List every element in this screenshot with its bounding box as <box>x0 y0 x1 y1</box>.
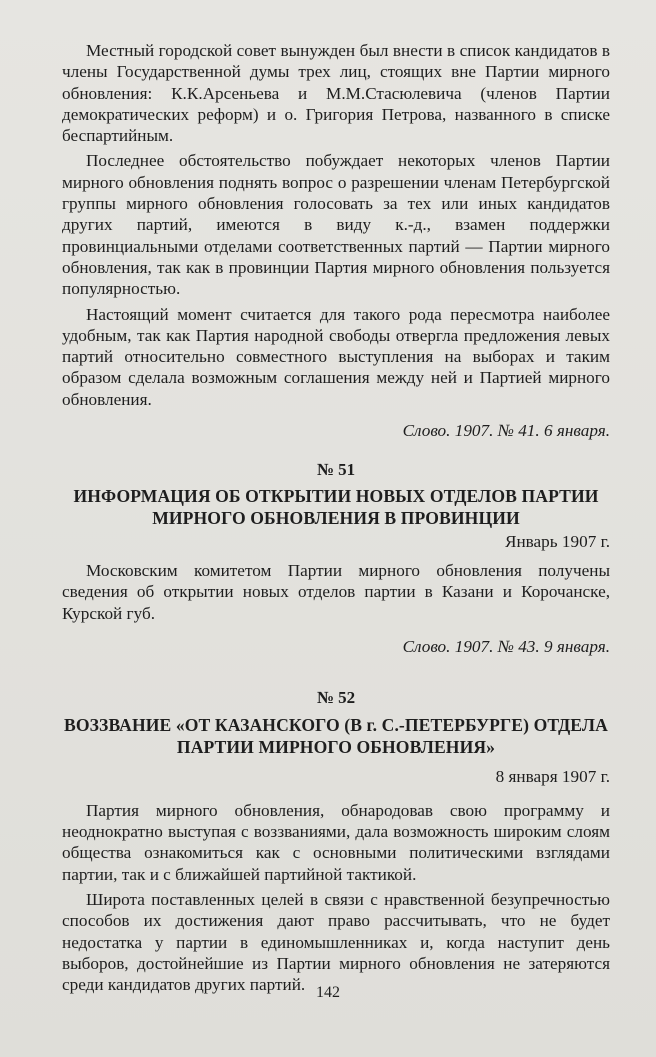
paragraph: Московским комитетом Партии мирного обновления получены сведения об открытии новых отделов партии в Казани и Корочанске, Курской губ. <box>62 560 610 623</box>
paragraph: Партия мирного обновления, обнародовав свою программу и неоднократно выступая с воззваниями, дала возможность широким слоям общества ознакомиться как с основными политическими взглядами партии, так и с ближайшей партийной тактикой. <box>62 800 610 884</box>
paragraph: Последнее обстоятельство побуждает некоторых членов Партии мирного обновления поднять вопрос о разрешении членам Петербургской группы мирного обновления голосовать за тех или иных кандидатов других партий, имеются в виду к.-д., взамен поддержки провинциальными отделами соответственных партий — Партии мирного обновления, так как в провинции Партия мирного обновления пользуется популярностью. <box>62 151 610 299</box>
document-number: № 51 <box>316 460 356 480</box>
source-citation: Слово. 1907. № 43. 9 января. <box>402 636 610 656</box>
document-title: ИНФОРМАЦИЯ ОБ ОТКРЫТИИ НОВЫХ ОТДЕЛОВ ПАРТИИ МИРНОГО ОБНОВЛЕНИЯ В ПРОВИНЦИИ <box>73 485 599 528</box>
document-title: ВОЗЗВАНИЕ «ОТ КАЗАНСКОГО (В г. С.-ПЕТЕРБУРГЕ) ОТДЕЛА ПАРТИИ МИРНОГО ОБНОВЛЕНИЯ» <box>64 715 608 758</box>
page-number: 142 <box>316 984 340 1001</box>
paragraph: Настоящий момент считается для такого рода пересмотра наиболее удобным, так как Партия народной свободы отвергла предложения левых партий относительно совместного выступления на выборах и таким образом сделала возможным соглашения между ней и Партией мирного обновления. <box>62 304 610 409</box>
document-date: Январь 1907 г. <box>505 531 610 551</box>
document-number: № 52 <box>316 688 356 708</box>
source-citation: Слово. 1907. № 41. 6 января. <box>402 421 610 441</box>
paragraph: Широта поставленных целей в связи с нравственной безупречностью способов их достижения дают право рассчитывать, что не будет недостатка у партии в единомышленниках и, когда наступит день выборов, достойнейшие из Партии мирного обновления не затеряются среди кандидатов других партий. <box>62 889 610 995</box>
page-content <box>62 40 610 995</box>
paragraph: Местный городской совет вынужден был внести в список кандидатов в члены Государственной думы трех лиц, стоящих вне Партии мирного обновления: К.К.Арсеньева и М.М.Стасюлевича (членов Партии демократических реформ) и о. Григория Петрова, названного в списке беспартийным. <box>62 41 610 146</box>
document-date: 8 января 1907 г. <box>495 767 610 787</box>
